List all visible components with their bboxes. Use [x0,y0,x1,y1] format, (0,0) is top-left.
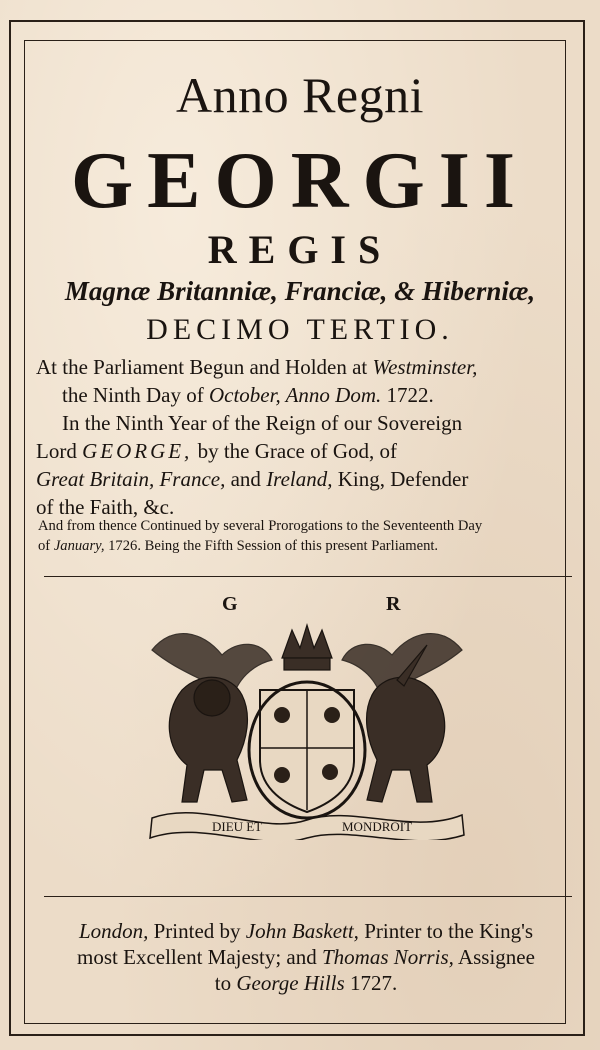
parliament-line-1 [36,353,568,381]
realm-names: Great Britain, France, [36,467,226,491]
printer-john-baskett: John Baskett, [245,919,359,943]
imprint-year: 1727. [344,971,398,995]
title-magna-britanniae: Magnæ Britanniæ, Franciæ, & Hiberniæ, [64,276,536,306]
divider-bottom [44,896,572,897]
royal-coat-of-arms [142,620,472,840]
anno-dom: Anno Dom. [280,383,382,407]
divider-top [44,576,572,577]
motto-right: MONDROIT [342,819,413,834]
printer-thomas-norris: Thomas Norris, [321,945,454,969]
title-regis: REGIS [207,227,393,272]
cipher-g: G [222,593,238,615]
session-paragraph [38,516,570,556]
parliament-line-4 [36,437,568,465]
cipher-r: R [386,593,401,615]
parliament-paragraph [36,353,568,521]
parliament-line-6: of the Faith, &c. [36,495,175,519]
title-decimo-tertio: DECIMO TERTIO. [146,313,454,346]
text-span: Printed by [148,919,246,943]
king-george: GEORGE, [82,439,193,463]
text-span: by the Grace of God, of [192,439,397,463]
imprint [36,918,576,996]
parliament-line-3: In the Ninth Year of the Reign of our Sovereign [62,411,463,435]
month-january: January, [53,538,105,554]
month-october: October, [208,383,281,407]
imprint-line-3 [36,970,576,996]
session-line-2 [38,536,570,556]
text-span: most Excellent Majesty; and [77,945,322,969]
text-span: Lord [36,439,83,463]
parliament-line-5 [36,465,568,493]
text-span: and [225,467,267,491]
place-westminster: Westminster, [372,355,478,379]
year-1722: 1722. [381,383,434,407]
title-anno-regni: Anno Regni [175,67,425,123]
text-span: At the Parliament Begun and Holden at [36,355,373,379]
text-span: to [214,971,237,995]
title-georgii: GEORGII [70,137,530,225]
text-span: the Ninth Day of [62,383,209,407]
text-span: Assignee [453,945,535,969]
text-span: Printer to the King's [358,919,534,943]
text-span: 1726. Being the Fifth Session of this present Parliament. [104,538,439,554]
printer-george-hills: George Hills [236,971,345,995]
motto-left: DIEU ET [212,819,263,834]
realm-ireland: Ireland, [266,467,333,491]
parliament-line-2 [36,381,568,409]
imprint-line-1 [36,918,576,944]
session-line-1: And from thence Continued by several Prorogations to the Seventeenth Day [38,518,483,534]
place-london: London, [78,919,149,943]
text-span: of [38,538,54,554]
imprint-line-2 [36,944,576,970]
text-span: King, Defender [332,467,469,491]
